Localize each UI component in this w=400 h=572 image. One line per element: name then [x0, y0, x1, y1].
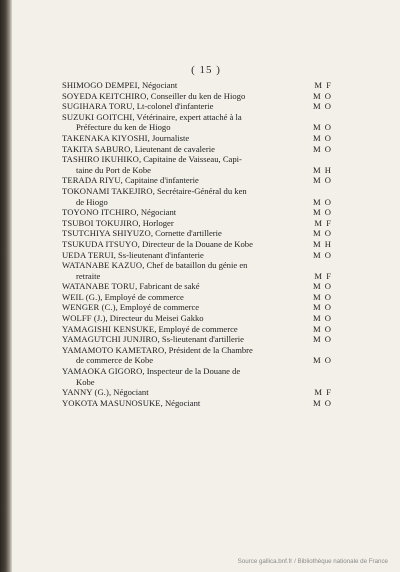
- entry-name: WEIL (G.): [62, 291, 101, 302]
- list-item: [62, 302, 332, 313]
- entry-code: M O: [313, 397, 332, 408]
- entry-description: , Employé de commerce: [154, 323, 238, 334]
- entry-description: , Directeur de la Douane de Kobe: [137, 238, 253, 249]
- entry-description: , Capitaine de Vaisseau, Capi-: [138, 154, 242, 165]
- entry-code: M O: [313, 334, 332, 345]
- entry-code: M O: [313, 101, 332, 112]
- entry-description: , Cornette d'artillerie: [150, 228, 222, 239]
- book-binding-shadow: [0, 0, 12, 572]
- entry-name: TOYONO ITCHIRO: [62, 207, 137, 218]
- entry-description: , Ss-lieutenant d'infanterie: [113, 249, 204, 260]
- list-item: [62, 218, 332, 229]
- list-item: [62, 281, 332, 292]
- list-item: [62, 112, 332, 133]
- entry-code: M O: [313, 313, 332, 324]
- entry-name: TSUBOI TOKUJIRO: [62, 217, 139, 228]
- list-item: [62, 292, 332, 303]
- entry-name: WOLFF (J.): [62, 313, 106, 324]
- entry-code: M O: [313, 175, 332, 186]
- entry-description: , Fabricant de saké: [135, 281, 200, 292]
- list-item: [62, 250, 332, 261]
- entry-description-continued: retraite: [76, 270, 101, 281]
- entry-code: M O: [313, 207, 332, 218]
- entry-description: , Négociant: [136, 207, 177, 218]
- list-item: [62, 398, 332, 409]
- entry-description: , Directeur du Meisei Gakko: [105, 313, 204, 324]
- entry-name: UEDA TERUI: [62, 249, 114, 260]
- entry-code: M O: [313, 143, 332, 154]
- list-item: [62, 324, 332, 335]
- entry-description: , Employé de commerce: [115, 302, 200, 313]
- entry-name: SHIMOGO DEMPEI: [62, 80, 138, 90]
- entry-code: M O: [313, 228, 332, 239]
- entry-code: M O: [313, 281, 332, 292]
- entry-name: TOKONAMI TAKEJIRO: [62, 185, 153, 196]
- entry-description: , Employé de commerce: [100, 291, 184, 302]
- list-item: [62, 186, 332, 207]
- list-item: [62, 345, 332, 366]
- entry-name: SUZUKI GOITCHI: [62, 111, 133, 122]
- list-item: [62, 260, 332, 281]
- list-item: [62, 154, 332, 175]
- entry-name: TASHIRO IKUHIKO: [62, 154, 139, 165]
- entry-description: , Négociant: [109, 387, 149, 398]
- list-item: [62, 239, 332, 250]
- document-page: [12, 0, 400, 572]
- entry-code: M H: [313, 238, 332, 249]
- entry-description-continued: de commerce de Kobe: [76, 355, 154, 366]
- entry-code: M O: [313, 291, 332, 302]
- entry-name: YANNY (G.): [62, 387, 109, 398]
- list-item: [62, 133, 332, 144]
- entry-name: WENGER (C.): [62, 302, 116, 313]
- entry-name: YAMAGISHI KENSUKE: [62, 323, 155, 334]
- entry-description-continued: de Hiogo: [76, 196, 108, 207]
- entry-description: , Horloger: [138, 217, 174, 228]
- entry-description: , Lt-colonel d'infanterie: [132, 101, 214, 112]
- entry-code: M O: [313, 302, 332, 313]
- entry-description: , Ss-lieutenant d'artillerie: [157, 334, 244, 345]
- entry-name: YAMAGUTCHI JUNJIRO: [62, 334, 158, 345]
- entry-description: , Vétérinaire, expert attaché à la: [132, 111, 242, 122]
- entry-code: M F: [314, 80, 332, 90]
- entry-name: SUGIHARA TORU: [62, 101, 133, 112]
- entry-name: YAMAOKA GIGORO: [62, 366, 143, 377]
- entry-description: , Inspecteur de la Douane de: [142, 366, 241, 377]
- list-item: [62, 366, 332, 387]
- entry-description: , Lieutenant de cavalerie: [130, 143, 215, 154]
- entry-name: SOYEDA KEITCHIRO: [62, 90, 147, 101]
- entry-name: TERADA RIYU: [62, 175, 121, 186]
- entry-name: TAKITA SABURO: [62, 143, 131, 154]
- source-credit: Source gallica.bnf.fr / Bibliothèque nationale de France: [237, 558, 388, 565]
- entry-description: , Conseiller du ken de Hiogo: [146, 90, 246, 101]
- entry-name: TSUTCHIYA SHIYUZO: [62, 228, 151, 239]
- list-item: [62, 91, 332, 102]
- entry-description: , Capitaine d'infanterie: [120, 175, 199, 186]
- list-item: [62, 80, 332, 91]
- entry-code: M O: [313, 196, 332, 207]
- list-item: [62, 334, 332, 345]
- entry-code: M O: [313, 355, 332, 366]
- entry-code: M F: [314, 387, 332, 398]
- entry-description-continued: Préfecture du ken de Hiogo: [76, 122, 171, 133]
- entry-description: , Négociant: [160, 397, 201, 408]
- entry-description: , Président de la Chambre: [164, 344, 253, 355]
- entry-code: M H: [313, 164, 332, 175]
- entry-code: M O: [313, 90, 332, 101]
- list-item: [62, 313, 332, 324]
- entry-code: M O: [313, 122, 332, 133]
- list-item: [62, 101, 332, 112]
- entry-name: TAKENAKA KIYOSHI: [62, 132, 148, 143]
- list-item: [62, 207, 332, 218]
- entry-name: TSUKUDA ITSUYO: [62, 238, 138, 249]
- list-item: [62, 144, 332, 155]
- entry-name: YAMAMOTO KAMETARO: [62, 344, 165, 355]
- member-list: [62, 80, 332, 408]
- entry-code: M F: [314, 270, 332, 281]
- page-number: ( 15 ): [191, 64, 221, 76]
- entry-description-continued: taine du Port de Kobe: [76, 164, 151, 175]
- entry-description-continued: Kobe: [76, 376, 95, 387]
- entry-description: , Secrétaire-Général du ken: [152, 185, 247, 196]
- list-item: [62, 175, 332, 186]
- entry-name: YOKOTA MASUNOSUKE: [62, 397, 161, 408]
- entry-name: WATANABE TORU: [62, 281, 136, 292]
- entry-code: M O: [313, 323, 332, 334]
- entry-name: WATANABE KAZUO: [62, 260, 143, 271]
- entry-description: , Négociant: [137, 80, 178, 90]
- list-item: [62, 228, 332, 239]
- entry-description: , Chef de bataillon du génie en: [142, 260, 248, 271]
- entry-code: M O: [313, 249, 332, 260]
- entry-code: M O: [313, 132, 332, 143]
- entry-description: , Journaliste: [147, 132, 190, 143]
- list-item: [62, 387, 332, 398]
- entry-code: M F: [314, 217, 332, 228]
